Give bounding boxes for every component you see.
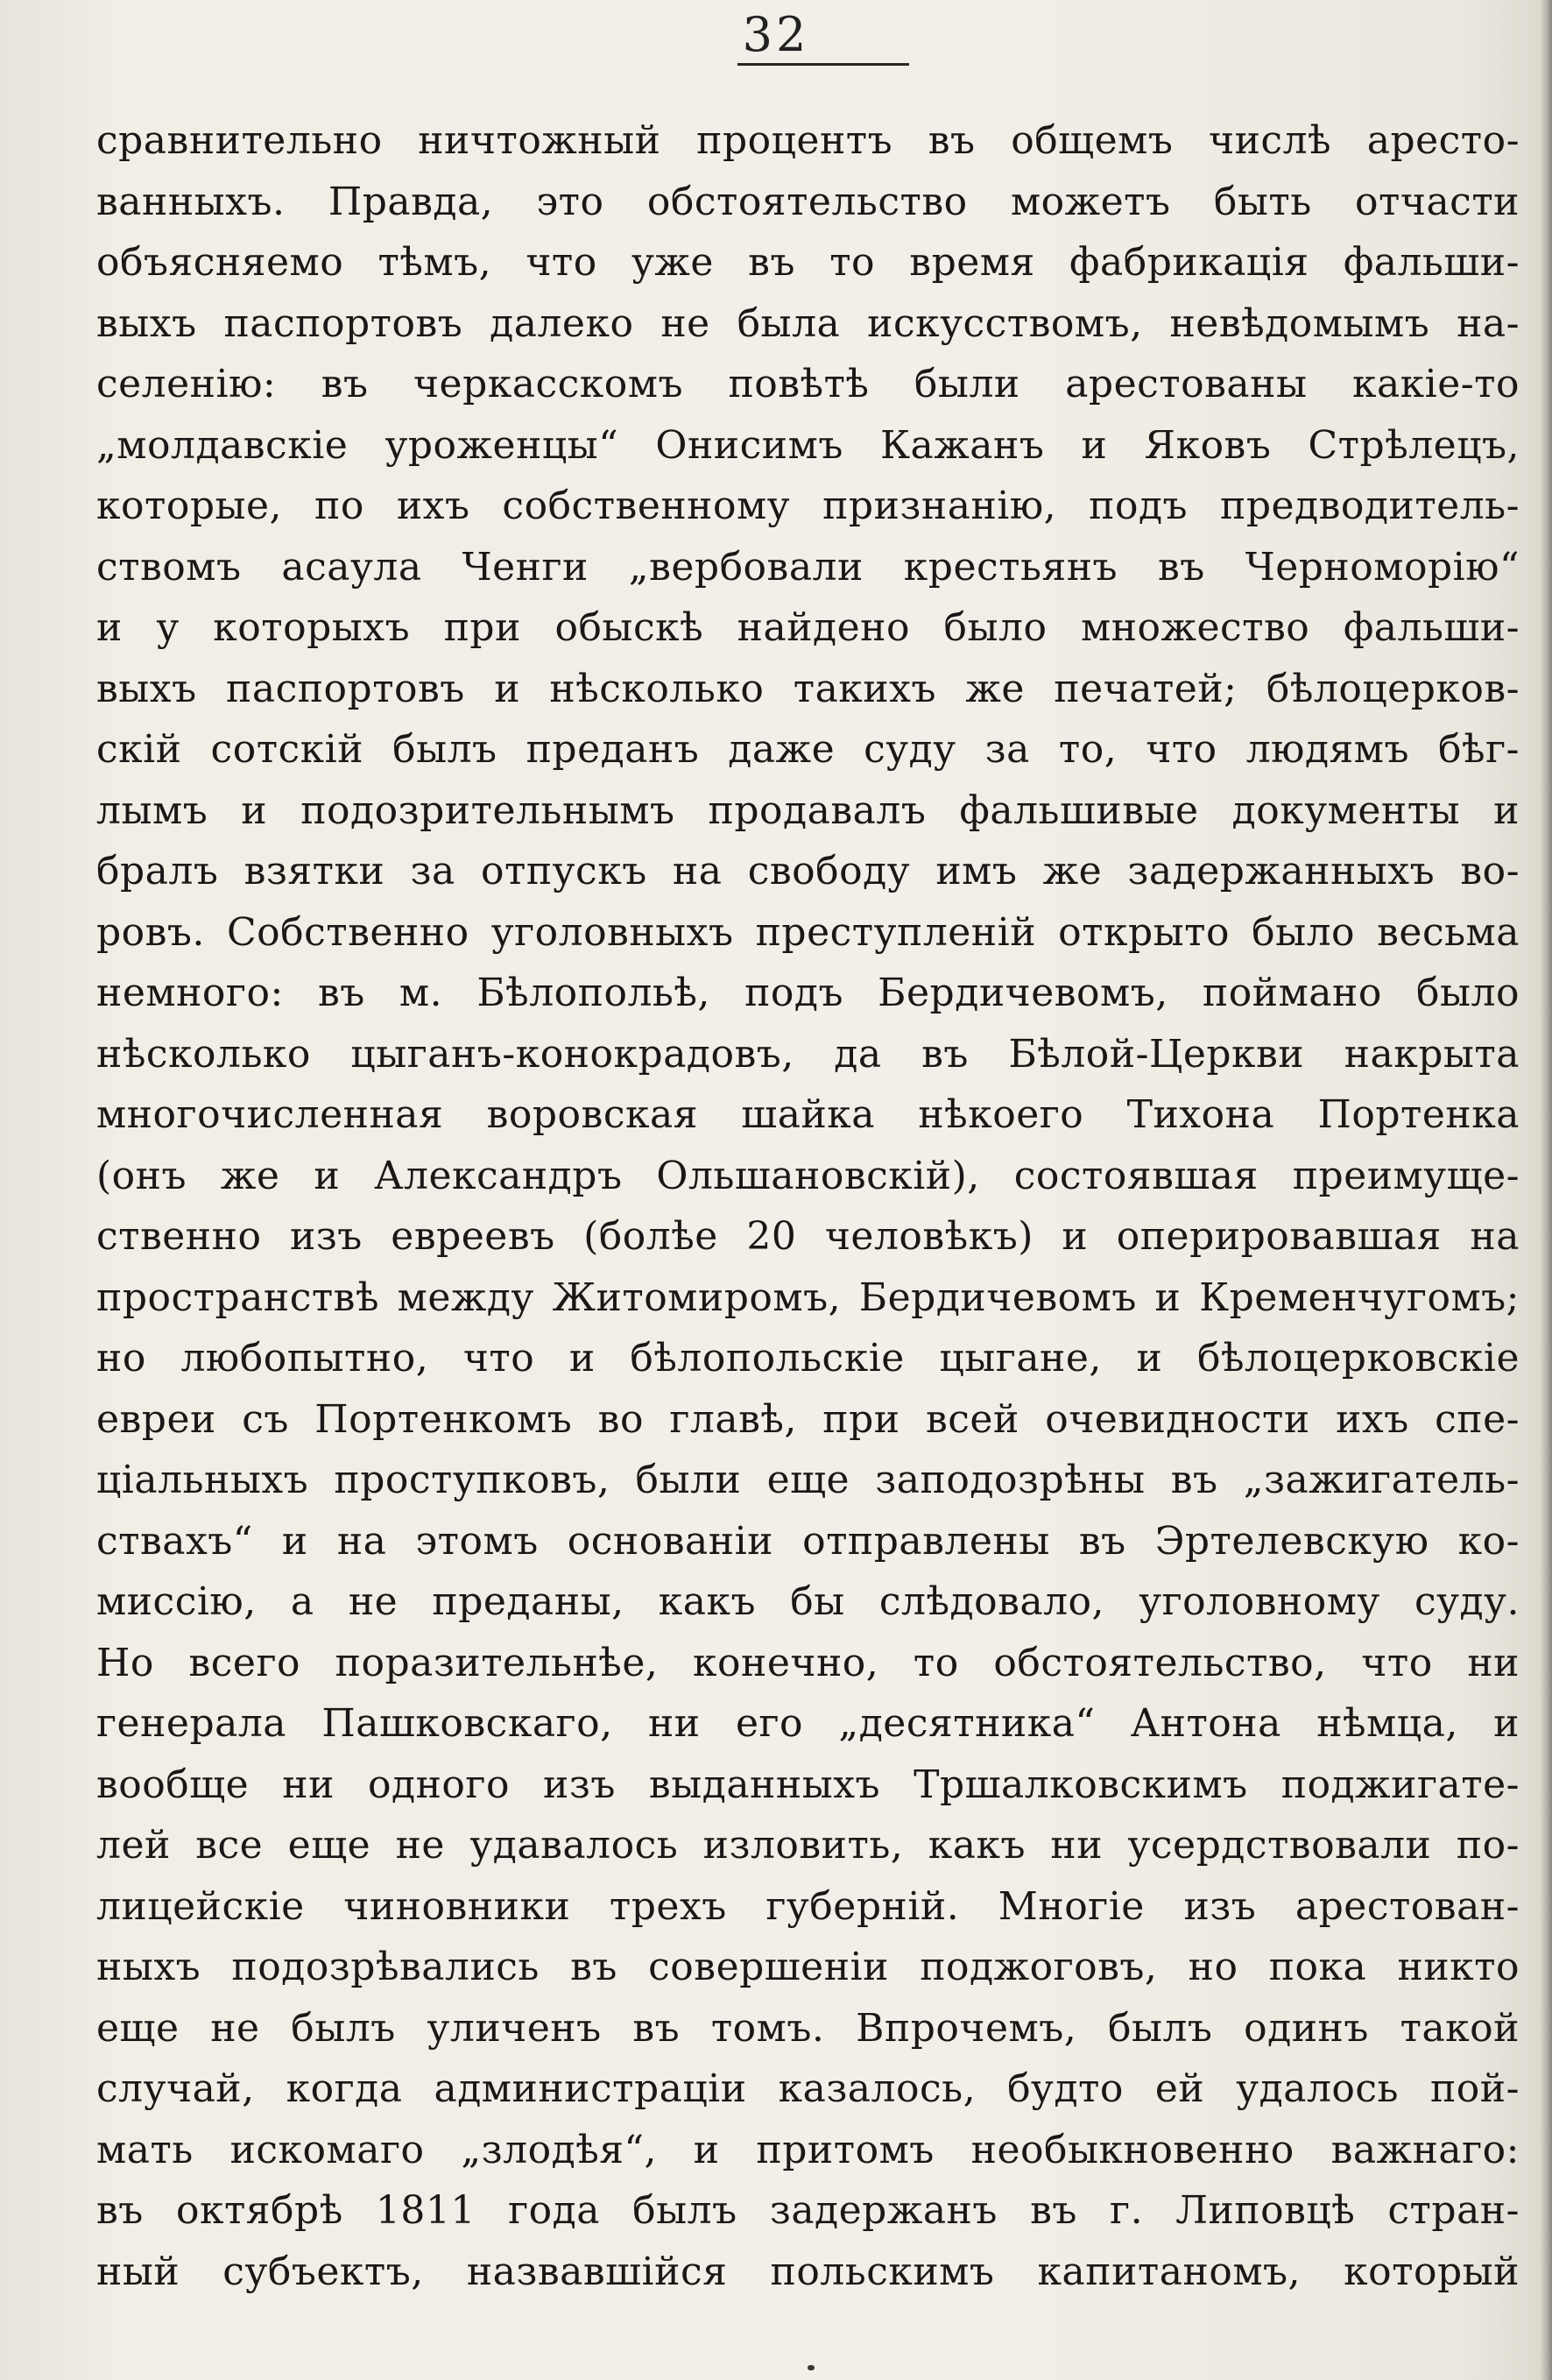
text-line: ванныхъ. Правда, это обстоятельство можетъ быть отчасти xyxy=(96,179,1520,224)
text-line: пространствѣ между Житомиромъ, Бердичевомъ и Кременчугомъ; xyxy=(96,1275,1520,1320)
text-line: но любопытно, что и бѣлопольскіе цыгане, и бѣлоцерковскіе xyxy=(96,1336,1520,1381)
text-line: и у которыхъ при обыскѣ найдено было множество фальши- xyxy=(96,605,1520,650)
text-line: скій сотскій былъ преданъ даже суду за то, что людямъ бѣг- xyxy=(96,727,1520,772)
text-line: случай, когда администраціи казалось, будто ей удалось пой- xyxy=(96,2066,1520,2111)
text-line: выхъ паспортовъ далеко не была искусствомъ, невѣдомымъ на- xyxy=(96,300,1520,346)
text-line: ственно изъ евреевъ (болѣе 20 человѣкъ) и оперировавшая на xyxy=(96,1214,1520,1259)
text-line: миссію, а не преданы, какъ бы слѣдовало, уголовному суду. xyxy=(96,1579,1520,1624)
text-line: ціальныхъ проступковъ, были еще заподозрѣны въ „зажигатель- xyxy=(96,1458,1520,1502)
text-line: бралъ взятки за отпускъ на свободу имъ же задержанныхъ во- xyxy=(96,849,1520,893)
text-line: объясняемо тѣмъ, что уже въ то время фабрикація фальши- xyxy=(96,240,1520,285)
text-line: которые, по ихъ собственному признанію, подъ предводитель- xyxy=(96,484,1520,528)
text-line: ровъ. Собственно уголовныхъ преступленій открыто было весьма xyxy=(96,909,1520,955)
text-line: немного: въ м. Бѣлопольѣ, подъ Бердичевомъ, поймано было xyxy=(96,971,1520,1015)
print-mark xyxy=(808,2365,815,2370)
text-line: лымъ и подозрительнымъ продавалъ фальшивые документы и xyxy=(96,787,1520,833)
text-line: многочисленная воровская шайка нѣкоего Тихона Портенка xyxy=(96,1092,1520,1137)
text-line: ныхъ подозрѣвались въ совершеніи поджоговъ, но пока никто xyxy=(96,1945,1520,1989)
text-line: нѣсколько цыганъ-конокрадовъ, да въ Бѣлой-Церкви накрыта xyxy=(96,1031,1520,1077)
page-number: 32 xyxy=(742,7,810,62)
text-line: мать искомаго „злодѣя“, и притомъ необыкновенно важнаго: xyxy=(96,2127,1520,2172)
text-line: „молдавскіе уроженцы“ Онисимъ Кажанъ и Яковъ Стрѣлецъ, xyxy=(96,422,1520,468)
text-line: селенію: въ черкасскомъ повѣтѣ были арестованы какіе-то xyxy=(96,362,1520,406)
text-line: (онъ же и Александръ Ольшановскій), состоявшая преимуще- xyxy=(96,1153,1520,1198)
text-line: лей все еще не удавалось изловить, какъ ни усердствовали по- xyxy=(96,1823,1520,1868)
text-line: ствомъ асаула Ченги „вербовали крестьянъ въ Черноморію“ xyxy=(96,544,1520,590)
page-edge-shadow xyxy=(1540,0,1552,2380)
text-line: ствахъ“ и на этомъ основаніи отправлены въ Эртелевскую ко- xyxy=(96,1518,1520,1564)
text-line: въ октябрѣ 1811 года былъ задержанъ въ г. Липовцѣ стран- xyxy=(96,2188,1520,2233)
page-number-underline xyxy=(737,63,909,66)
text-line: выхъ паспортовъ и нѣсколько такихъ же печатей; бѣлоцерков- xyxy=(96,666,1520,711)
text-line: еще не былъ уличенъ въ томъ. Впрочемъ, былъ одинъ такой xyxy=(96,2005,1520,2051)
text-line: сравнительно ничтожный процентъ въ общемъ числѣ аресто- xyxy=(96,118,1520,163)
text-line: лицейскіе чиновники трехъ губерній. Многіе изъ арестован- xyxy=(96,1883,1520,1929)
body-text xyxy=(96,110,1520,2302)
text-line: ный субъектъ, назвавшійся польскимъ капитаномъ, который xyxy=(96,2249,1520,2294)
text-line: Но всего поразительнѣе, конечно, то обстоятельство, что ни xyxy=(96,1640,1520,1685)
text-line: вообще ни одного изъ выданныхъ Тршалковскимъ поджигате- xyxy=(96,1762,1520,1807)
text-line: генерала Пашковскаго, ни его „десятника“ Антона нѣмца, и xyxy=(96,1701,1520,1746)
text-line: евреи съ Портенкомъ во главѣ, при всей очевидности ихъ спе- xyxy=(96,1396,1520,1442)
